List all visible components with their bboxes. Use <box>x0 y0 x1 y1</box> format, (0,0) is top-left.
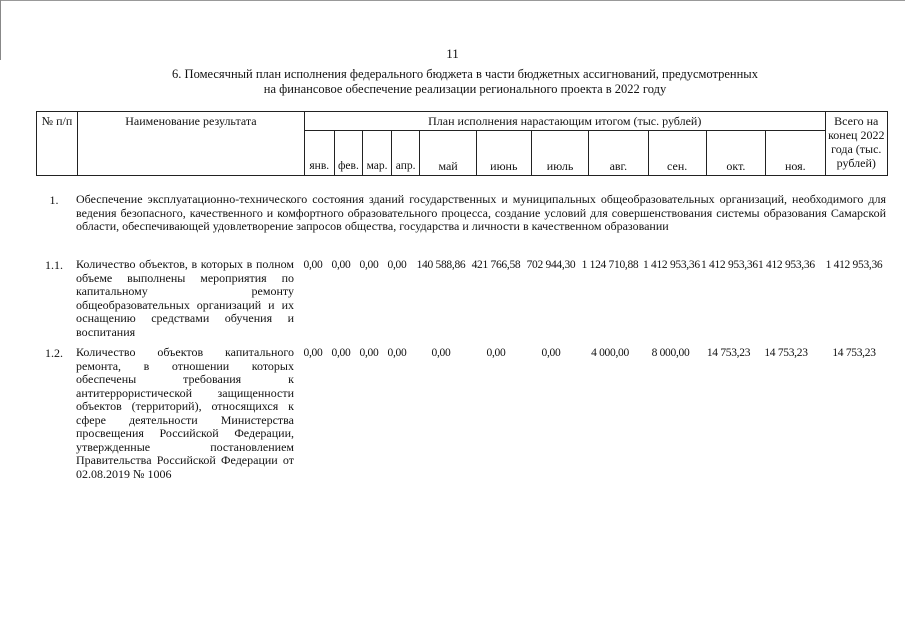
document-title <box>100 67 830 97</box>
header-month: июнь <box>476 131 531 176</box>
header-month: апр. <box>391 131 420 176</box>
value-cell: 1 124 710,88 <box>581 259 639 271</box>
plan-table-header <box>36 111 888 176</box>
top-rule <box>0 0 905 1</box>
value-cell: 14 753,23 <box>832 347 876 359</box>
header-month: авг. <box>589 131 648 176</box>
page-number: 11 <box>446 46 459 61</box>
value-cell: 0,00 <box>331 347 351 359</box>
header-month: фев. <box>334 131 363 176</box>
value-cell: 421 766,58 <box>471 259 521 271</box>
value-cell: 1 412 953,36 <box>758 259 815 271</box>
header-month: янв. <box>304 131 334 176</box>
row-name: Обеспечение эксплуатационно-технического состояния зданий государственных и муниципальных общеобразовательных организаций, необходимого для ведения безопасного, качественного и комфортного образовательного процесса, создание условий для совершенствования системы образования Самарской области, обеспечивающей удовлетворение запросов общества, государства и личности в качественном образовании <box>76 192 886 233</box>
value-cell: 0,00 <box>331 259 351 271</box>
value-cell: 0,00 <box>486 347 506 359</box>
value-cell: 1 412 953,36 <box>701 259 758 271</box>
value-cell: 8 000,00 <box>651 347 690 359</box>
row-number: 1.1. <box>45 258 63 272</box>
title-line-1: 6. Помесячный план исполнения федерального бюджета в части бюджетных ассигнований, предусмотренных <box>172 67 758 81</box>
value-cell: 1 412 953,36 <box>825 259 883 271</box>
value-cell: 0,00 <box>387 347 407 359</box>
row-number: 1.2. <box>45 346 63 360</box>
value-cell: 0,00 <box>541 347 561 359</box>
value-cell: 702 944,30 <box>526 259 576 271</box>
value-cell: 4 000,00 <box>591 347 629 359</box>
value-cell: 14 753,23 <box>764 347 808 359</box>
header-plan: План исполнения нарастающим итогом (тыс. рублей) <box>304 112 825 131</box>
value-cell: 0,00 <box>387 259 407 271</box>
value-cell: 14 753,23 <box>706 347 751 359</box>
header-month: мар. <box>363 131 392 176</box>
row-name: Количество объектов, в которых в полном объеме выполнены мероприятия по капитальному ремонту общеобразовательных организаций и их оснащению средствами обучения и воспитания <box>76 257 294 339</box>
value-cell: 0,00 <box>303 259 323 271</box>
header-month: июль <box>531 131 588 176</box>
value-cell: 140 588,86 <box>416 259 466 271</box>
value-cell: 0,00 <box>359 347 379 359</box>
value-cell: 0,00 <box>431 347 451 359</box>
header-month: окт. <box>706 131 765 176</box>
value-cell: 1 412 953,36 <box>643 259 700 271</box>
header-month: ноя. <box>766 131 825 176</box>
row-number: 1. <box>49 193 59 207</box>
title-line-2: на финансовое обеспечение реализации регионального проекта в 2022 году <box>263 82 667 96</box>
value-cell: 0,00 <box>303 347 323 359</box>
header-month: май <box>420 131 476 176</box>
header-month: сен. <box>648 131 706 176</box>
header-name: Наименование результата <box>77 112 304 176</box>
row-name: Количество объектов капитального ремонта, в отношении которых обеспечены требования к антитеррористической защищенности объектов (территорий), относящихся к сфере деятельности Министерства просвещения Российской Федерации, утвержденные постановлением Правительства Российской Федерации от 02.08.2019 № 1006 <box>76 345 294 481</box>
value-cell: 0,00 <box>359 259 379 271</box>
header-num: № п/п <box>37 112 78 176</box>
header-total: Всего на конец 2022 года (тыс. рублей) <box>825 112 887 176</box>
